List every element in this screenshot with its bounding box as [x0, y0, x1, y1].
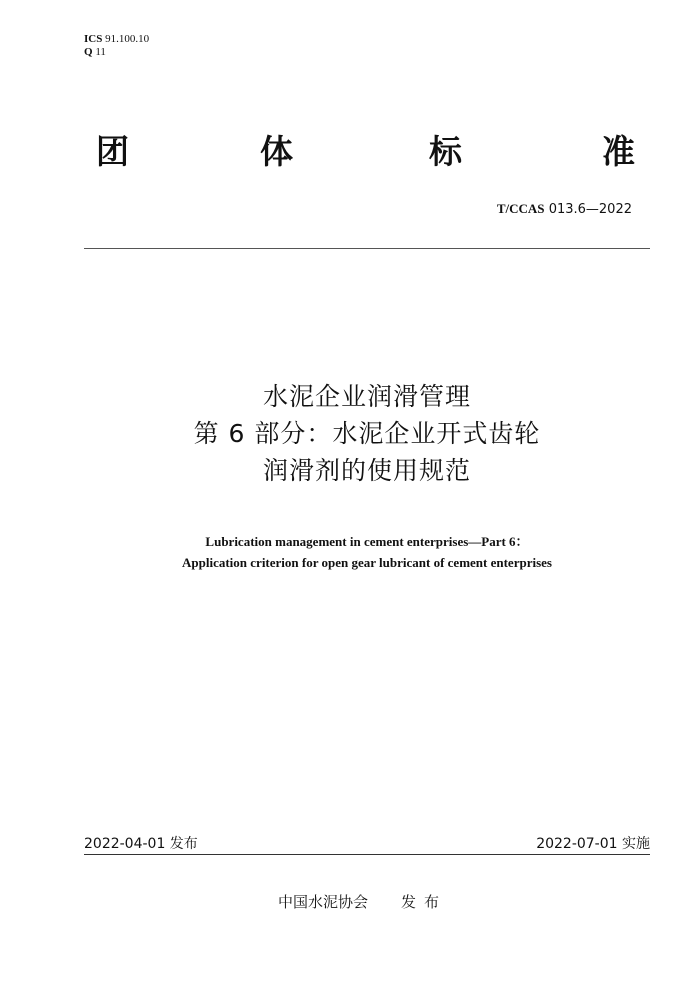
ics-code: 91.100.10	[105, 33, 150, 45]
classification-codes	[84, 33, 149, 59]
chinese-title-line-2: 第 6 部分：水泥企业开式齿轮	[193, 419, 541, 448]
standard-number	[497, 201, 632, 217]
standard-type-char-3: 标	[429, 132, 462, 171]
ics-label: ICS	[84, 33, 103, 45]
standard-type-char-1: 团	[96, 132, 129, 171]
publisher-line	[278, 891, 447, 912]
english-title-line-2: Application criterion for open gear lubricant of cement enterprises	[182, 555, 552, 570]
chinese-title-line-3: 润滑剂的使用规范	[262, 456, 471, 485]
standard-number-prefix: T/CCAS	[496, 201, 545, 216]
standard-type-char-2: 体	[260, 132, 293, 171]
ccs-code: 11	[95, 46, 106, 58]
top-divider	[84, 248, 650, 249]
ics-code-line	[84, 33, 149, 46]
ccs-label: Q	[84, 46, 93, 58]
ccs-code-line	[84, 46, 149, 59]
standard-number-value: 013.6—2022	[548, 202, 632, 217]
publisher-name: 中国水泥协会	[278, 893, 369, 911]
bottom-divider	[84, 854, 650, 855]
english-title-line-1: Lubrication management in cement enterprises—Part 6：	[205, 534, 529, 549]
standard-type-heading	[84, 132, 650, 172]
implementation-date: 2022-07-01 实施	[536, 836, 650, 852]
standard-type-char-4: 准	[602, 132, 635, 171]
publisher-action: 发布	[401, 893, 448, 911]
chinese-title	[84, 378, 650, 489]
chinese-title-line-1: 水泥企业润滑管理	[262, 382, 471, 411]
english-title	[84, 531, 650, 573]
issue-date: 2022-04-01 发布	[84, 836, 198, 852]
